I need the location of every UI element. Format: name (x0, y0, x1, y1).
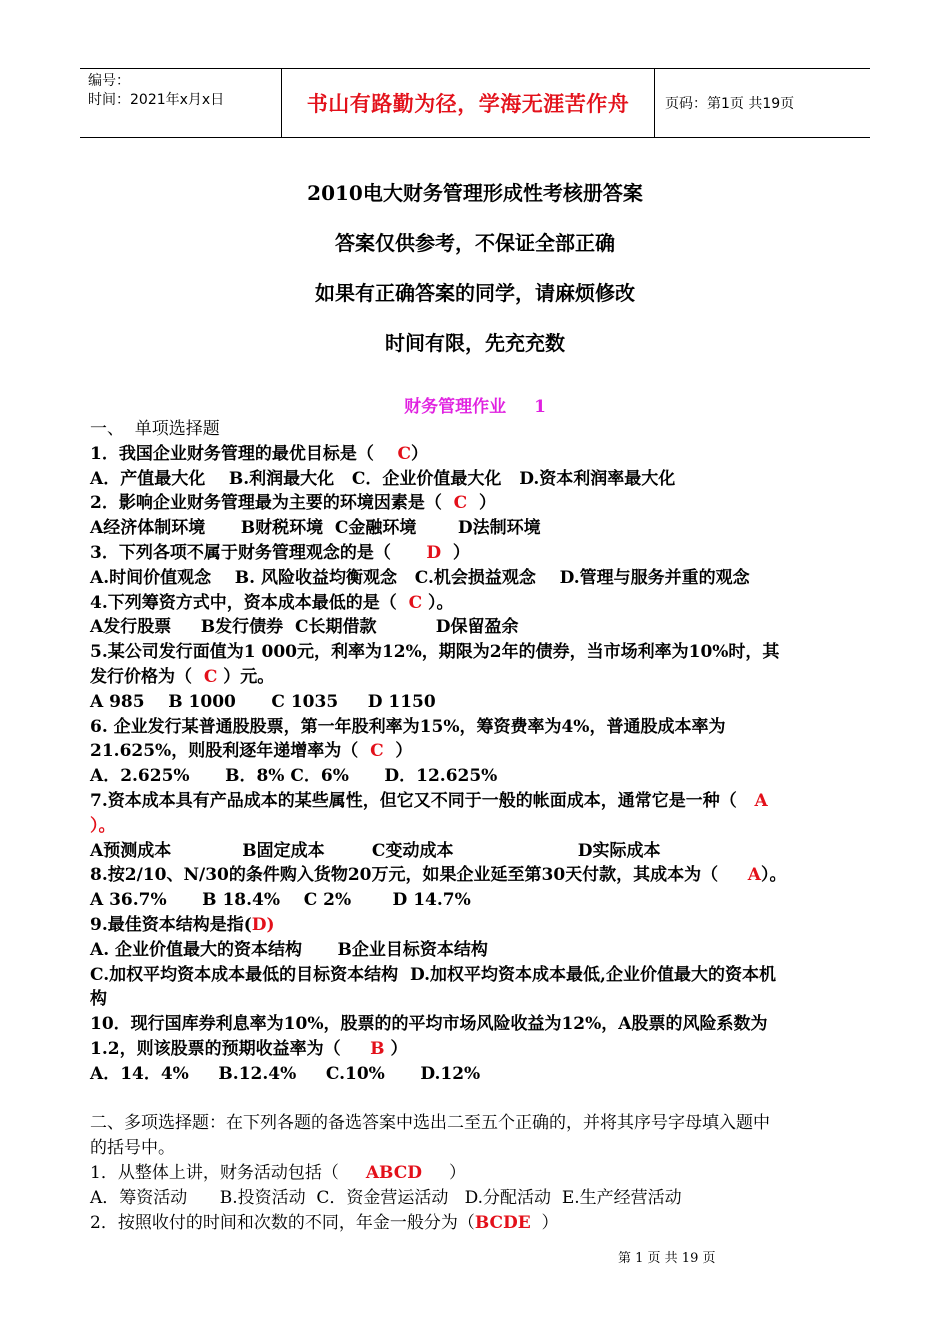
question-stem: 1．从整体上讲，财务活动包括（ ABCD ） (90, 1162, 467, 1183)
section2-heading: 二、多项选择题：在下列各题的备选答案中选出二至五个正确的，并将其序号字母填入题中 (90, 1113, 770, 1134)
answer: B (370, 1038, 385, 1059)
question-options: A发行股票 B发行债券 C长期借款 D保留盈余 (90, 617, 519, 638)
question-stem: 4.下列筹资方式中，资本成本最低的是（ C ）。 (90, 592, 454, 613)
answer: C (453, 493, 468, 514)
header-page-info: 页码：第1页 共19页 (665, 96, 795, 112)
question-stem: 1．我国企业财务管理的最优目标是（ C） (90, 443, 429, 464)
section1-heading: 一、 单项选择题 (90, 419, 220, 439)
subtitle-1: 答案仅供参考，不保证全部正确 (335, 231, 615, 255)
page-footer: 第 1 页 共 19 页 (618, 1251, 716, 1266)
homework-title-text: 财务管理作业 (404, 397, 507, 417)
question-options: A 36.7% B 18.4% C 2% D 14.7% (90, 890, 471, 911)
question-options: A．产值最大化 B.利润最大化 C．企业价值最大化 D.资本利润率最大化 (90, 468, 676, 489)
question-stem: 2．按照收付的时间和次数的不同，年金一般分为（BCDE ） (90, 1212, 559, 1233)
answer: D (251, 914, 267, 935)
question-options: 构 (90, 989, 107, 1010)
homework-title (0, 392, 950, 417)
question-stem: 9.最佳资本结构是指(D) (90, 914, 275, 935)
question-stem-cont: 1.2，则该股票的预期收益率为（ B ） (90, 1038, 408, 1059)
answer: BCDE (474, 1212, 531, 1233)
question-stem-cont: 发行价格为（ C ）元。 (90, 666, 275, 687)
subtitle-3: 时间有限，先充充数 (385, 331, 565, 355)
question-stem: 5.某公司发行面值为1 000元，利率为12%，期限为2年的债券，当市场利率为10%时，其 (90, 642, 780, 663)
document-titles (0, 176, 950, 376)
homework-number: 1 (534, 397, 546, 417)
main-title: 2010电大财务管理形成性考核册答案 (307, 181, 643, 205)
time-label: 时间：2021年x月x日 (88, 92, 225, 108)
section2-heading-cont: 的括号中。 (90, 1138, 175, 1159)
answer: C (203, 666, 218, 687)
question-options: A．筹资活动 B.投资活动 C．资金营运活动 D.分配活动 E.生产经营活动 (90, 1187, 682, 1208)
header-motto: 书山有路勤为径，学海无涯苦作舟 (282, 69, 655, 137)
question-options: C.加权平均资本成本最低的目标资本结构 D.加权平均资本成本最低,企业价值最大的资本机 (90, 964, 776, 985)
answer: D (426, 542, 442, 563)
answer: ABCD (365, 1162, 422, 1183)
question-stem-cont: 21.625%，则股利逐年递增率为（ C ） (90, 741, 413, 762)
question-stem-cont: ）。 (90, 815, 116, 836)
question-stem: 7.资本成本具有产品成本的某些属性，但它又不同于一般的帐面成本，通常它是一种（ A (90, 790, 768, 811)
question-options: A．2.625% B．8% C．6% D．12.625% (90, 766, 498, 787)
answer: C (408, 592, 423, 613)
question-content (90, 417, 865, 1235)
question-options: A.时间价值观念 B. 风险收益均衡观念 C.机会损益观念 D.管理与服务并重的观念 (90, 567, 750, 588)
answer: C (370, 741, 384, 762)
question-stem: 10．现行国库券利息率为10%，股票的的平均市场风险收益为12%，A股票的风险系数为 (90, 1014, 768, 1035)
question-options: A预测成本 B固定成本 C变动成本 D实际成本 (90, 840, 661, 861)
answer: A (754, 790, 768, 811)
question-options: A. 企业价值最大的资本结构 B企业目标资本结构 (90, 939, 488, 960)
question-stem: 6. 企业发行某普通股股票，第一年股利率为15%，筹资费率为4%，普通股成本率为 (90, 716, 726, 737)
question-options: A 985 B 1000 C 1035 D 1150 (90, 691, 436, 712)
question-options: A．14．4% B.12.4% C.10% D.12% (90, 1063, 481, 1084)
subtitle-2: 如果有正确答案的同学，请麻烦修改 (315, 281, 635, 305)
question-options: A经济体制环境 B财税环境 C金融环境 D法制环境 (90, 518, 541, 539)
answer: A (747, 865, 761, 886)
page-header (80, 68, 870, 138)
header-meta (80, 69, 282, 137)
code-label: 编号： (88, 73, 130, 89)
question-stem: 3．下列各项不属于财务管理观念的是（ D ） (90, 542, 470, 563)
answer: C (397, 443, 412, 464)
spacer (90, 1087, 865, 1112)
question-stem: 8.按2/10、N/30的条件购入货物20万元，如果企业延至第30天付款，其成本为（ A）。 (90, 865, 787, 886)
question-stem: 2．影响企业财务管理最为主要的环境因素是（ C ） (90, 493, 497, 514)
